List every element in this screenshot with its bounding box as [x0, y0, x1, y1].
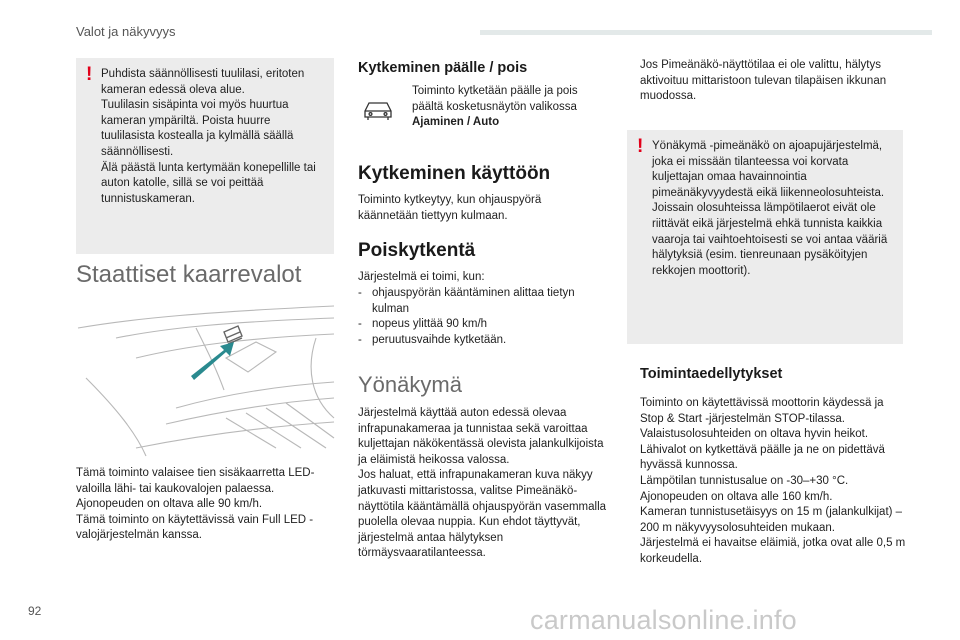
car-icon [362, 96, 394, 122]
cleaning-warning-note [76, 58, 334, 254]
activation-title: Kytkeminen käyttöön [358, 163, 551, 184]
alert-intro-text: Jos Pimeänäkö-näyttötilaa ei ole valittu, hälytys aktivoituu mittaristoon tulevan tilapäisen ikkunan muodossa. [640, 59, 887, 103]
conditions-title: Toimintaedellytykset [640, 366, 783, 382]
on-off-text: Toiminto kytketään päälle ja pois päältä kosketusnäytön valikossa Ajaminen / Auto [412, 85, 578, 129]
header-title: Valot ja näkyvyys [76, 24, 176, 39]
static-cornering-lights-title: Staattiset kaarrevalot [76, 261, 302, 288]
warning-icon: ! [86, 64, 93, 85]
deactivation-intro: Järjestelmä ei toimi, kun: [358, 271, 485, 283]
cornering-light-illustration [76, 298, 336, 458]
conditions-text: Toiminto on käytettävissä moottorin käydessä ja Stop & Start -järjestelmän STOP-tilassa. Valaistusolosuhteiden on oltava hyvin heikot. Lähivalot on kytkettävä päälle ja ne on pidettävä hyvässä kunnossa. Lämpötilan tunnistusalue on -30–+30 °C. Ajonopeuden on oltava alle 160 km/h. Kameran tunnistusetäisyys on 15 m (jalankulkijat) – 200 m näkyvyysolosuhteiden mukaan. Järjestelmä ei havaitse eläimiä, jotka ovat alle 0,5 m korkeudella. [640, 397, 906, 565]
page-number: 92 [28, 604, 42, 618]
list-item: - nopeus ylittää 90 km/h [358, 317, 608, 333]
list-item: - peruutusvaihde kytketään. [358, 333, 608, 349]
night-vision-warning-text: Yönäkymä -pimeänäkö on ajoapujärjestelmä, joka ei missään tilanteessa voi korvata kuljettajan omaa havainnointia pimeänäkyvyydestä eikä liikenneolosuhteista. Joissain olosuhteissa lämpötilaerot eivät ole riittävät eikä järjestelmä ehkä tunnista kaikkia vaaroja tai vaihtoehtoisesti se voi antaa vääriä hälytyksiä (esim. tienreunaan pysäköityjen rekkojen moottorit). [652, 140, 888, 277]
deactivation-list [358, 286, 608, 348]
on-off-title: Kytkeminen päälle / pois [358, 60, 528, 76]
warning-icon: ! [637, 136, 644, 157]
night-vision-title: Yönäkymä [358, 372, 462, 397]
activation-text: Toiminto kytkeytyy, kun ohjauspyörä käännetään tiettyyn kulmaan. [358, 194, 542, 222]
night-vision-warning-note [627, 130, 903, 344]
menu-path: Ajaminen / Auto [412, 116, 500, 129]
list-item: - ohjauspyörän kääntäminen alittaa tietyn kulman [358, 286, 608, 317]
cornering-lights-description: Tämä toiminto valaisee tien sisäkaarretta LED-valoilla lähi- tai kaukovalojen palaessa. Ajonopeuden on oltava alle 90 km/h. Tämä toiminto on käytettävissä vain Full LED -valojärjestelmän kanssa. [76, 467, 315, 542]
car-front-illustration [76, 298, 336, 458]
cleaning-warning-text: Puhdista säännöllisesti tuulilasi, eritoten kameran edessä oleva alue. Tuulilasin sisäpinta voi myös huurtua kameran ympäriltä. Poista huurre tuulilasista kostealla ja kylmällä säällä säännöllisesti. Älä päästä lunta kertymään konepellille tai auton katolle, sillä se voi peittää tunnistuskameran. [101, 68, 316, 205]
deactivation-title: Poiskytkentä [358, 240, 476, 261]
header-bar [480, 30, 932, 35]
watermark: carmanualsonline.info [530, 605, 797, 635]
arrow-icon [191, 342, 234, 380]
night-vision-text: Järjestelmä käyttää auton edessä olevaa infrapunakameraa ja tunnistaa sekä varoittaa kuljettajan näkökentässä olevista jalankulkijoista ja eläimistä heikossa valossa. Jos haluat, että infrapunakameran kuva näkyy jatkuvasti mittaristossa, valitse Pimeänäkö-näyttötila kääntämällä ohjauspyörän vasemmalla puolella olevaa nuppia. Kun ehdot täyttyvät, järjestelmä antaa hälytyksen törmäysvaaratilanteessa. [358, 407, 607, 560]
